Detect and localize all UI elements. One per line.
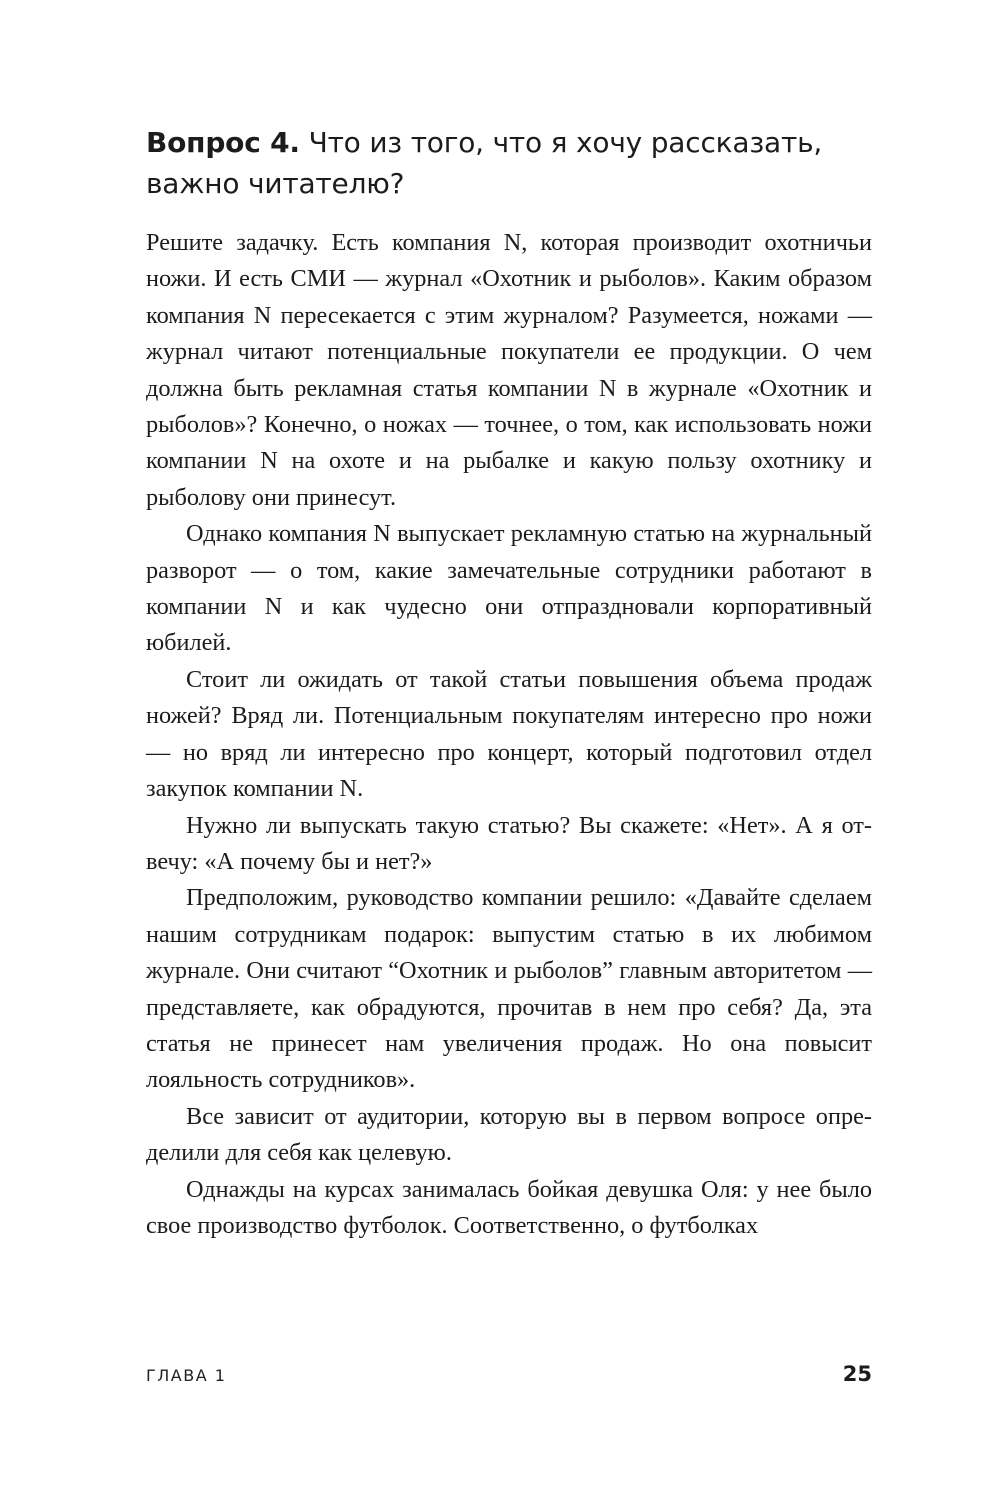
paragraph: Однажды на курсах занималась бойкая девушка Оля: у нее было свое производство футболок. Соответственно, о футболках [146,1175,872,1239]
paragraph: Однако компания N выпускает рекламную статью на журнальный разворот — о том, какие замечательные сотрудники работают в компании N и как чудесно они отпраздновали корпоративный юбилей. [146,520,872,657]
chapter-label: ГЛАВА 1 [146,1366,227,1385]
section-heading [146,122,872,204]
paragraph: Стоит ли ожидать от такой статьи повышения объема продаж ножей? Вряд ли. Потенциальным покупателям интересно про ножи — но вряд ли интересно про концерт, который подготовил отдел закупок компании N. [146,665,872,803]
question-text: Что из того, что я хочу рассказать, важно читателю? [146,126,823,200]
page-footer [146,1362,872,1392]
question-label: Вопрос 4. [146,126,300,159]
paragraph: Решите задачку. Есть компания N, которая производит охотничьи ножи. И есть СМИ — журнал «Охотник и рыболов». Каким образом компания N пересекается с этим журналом? Разумеется, ножами — журнал читают потенциальные покупатели ее продукции. О чем должна быть рекламная статья компании N в журнале «Охотник и рыболов»? Конечно, о ножах — точнее, о том, как использовать ножи компании N на охоте и на рыбалке и какую пользу охотнику и рыболову они принесут. [146,229,872,511]
paragraph: Все зависит от аудитории, которую вы в первом вопросе определили для себя как целевую. [146,1102,872,1167]
paragraph: Предположим, руководство компании решило: «Давайте сделаем нашим сотрудникам подарок: выпустим статью в их любимом журнале. Они считают “Охотник и рыболов” главным авторитетом — представляете, как обрадуются, прочитав в нем про себя? Да, эта статья не принесет нам увеличения продаж. Но она повысит лояльность сотрудников». [146,884,872,1094]
page-number: 25 [842,1362,872,1386]
paragraph: Нужно ли выпускать такую статью? Вы скажете: «Нет». А я отвечу: «А почему бы и нет?» [146,811,872,875]
page-content [146,122,872,1244]
body-text [146,225,872,1244]
